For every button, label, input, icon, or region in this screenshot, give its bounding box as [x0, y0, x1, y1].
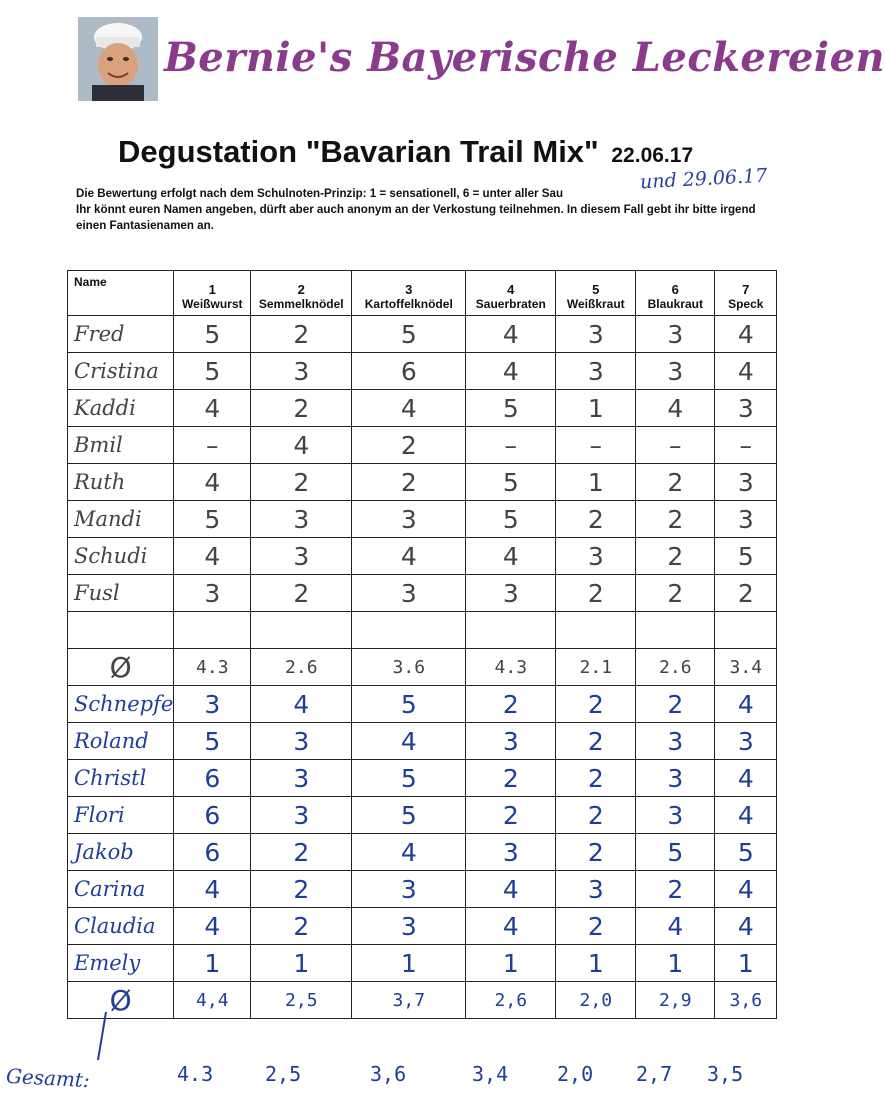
score-cell: –: [636, 427, 715, 464]
table-row: [68, 871, 777, 908]
score-cell: 5: [174, 501, 251, 538]
score-cell: 3: [556, 316, 636, 353]
score-cell: 5: [174, 316, 251, 353]
score-cell: 2: [352, 427, 466, 464]
score-cell: 3: [466, 834, 556, 871]
column-label: Weißkraut: [566, 297, 625, 311]
table-row: [68, 316, 777, 353]
score-cell: 4: [466, 353, 556, 390]
score-cell: –: [174, 427, 251, 464]
taster-name: Mandi: [68, 501, 174, 538]
score-cell: 2: [466, 797, 556, 834]
column-label: Speck: [728, 297, 764, 311]
score-cell: 4: [715, 353, 777, 390]
score-cell: 1: [352, 945, 466, 982]
gesamt-value: 3,4: [472, 1062, 509, 1086]
brand-title: Bernie's Bayerische Leckereien: [164, 34, 885, 81]
score-cell: 2: [466, 760, 556, 797]
score-cell: 5: [352, 316, 466, 353]
score-cell: 5: [352, 760, 466, 797]
column-header: [352, 271, 466, 316]
score-cell: 4: [715, 316, 777, 353]
score-cell: 1: [556, 945, 636, 982]
score-cell: 2: [556, 723, 636, 760]
score-cell: 4: [352, 834, 466, 871]
table-row: [68, 464, 777, 501]
score-cell: 4: [251, 686, 352, 723]
average-cell: 3.6: [352, 649, 466, 686]
score-cell: 4: [352, 723, 466, 760]
table-row: [68, 723, 777, 760]
column-header: [556, 271, 636, 316]
column-number: 1: [208, 282, 216, 297]
empty-cell: [556, 612, 636, 649]
score-cell: 4: [251, 427, 352, 464]
score-cell: 3: [251, 501, 352, 538]
rating-table: [67, 270, 777, 1019]
score-cell: 3: [715, 390, 777, 427]
score-cell: 4: [352, 538, 466, 575]
column-label: Semmelknödel: [258, 297, 344, 311]
taster-name: Schudi: [68, 538, 174, 575]
taster-name: Jakob: [68, 834, 174, 871]
score-cell: 1: [251, 945, 352, 982]
table-row: [68, 834, 777, 871]
name-header: Name: [68, 271, 174, 316]
column-label: Blaukraut: [647, 297, 703, 311]
score-cell: 3: [352, 871, 466, 908]
score-cell: 5: [174, 723, 251, 760]
score-cell: 3: [556, 871, 636, 908]
table-row: [68, 353, 777, 390]
score-cell: 2: [556, 760, 636, 797]
average-cell: 4.3: [466, 649, 556, 686]
score-cell: 2: [251, 908, 352, 945]
column-label: Weißwurst: [182, 297, 243, 311]
score-cell: 2: [636, 464, 715, 501]
score-cell: 6: [352, 353, 466, 390]
score-cell: 3: [715, 723, 777, 760]
column-header: [251, 271, 352, 316]
title-text: Degustation "Bavarian Trail Mix": [118, 134, 599, 169]
taster-name: Flori: [68, 797, 174, 834]
score-cell: –: [466, 427, 556, 464]
score-cell: 5: [466, 501, 556, 538]
score-cell: 6: [174, 797, 251, 834]
score-cell: 4: [466, 871, 556, 908]
score-cell: 5: [174, 353, 251, 390]
score-cell: 3: [466, 575, 556, 612]
average-symbol: Ø: [68, 982, 174, 1019]
gesamt-value: 2,0: [557, 1062, 594, 1086]
score-cell: 3: [251, 723, 352, 760]
score-cell: 3: [636, 760, 715, 797]
title-date: 22.06.17: [611, 144, 694, 167]
score-cell: 2: [352, 464, 466, 501]
score-cell: 2: [636, 538, 715, 575]
score-cell: 1: [636, 945, 715, 982]
score-cell: 3: [636, 316, 715, 353]
score-cell: 3: [636, 797, 715, 834]
column-number: 3: [405, 282, 413, 297]
score-cell: 4: [352, 390, 466, 427]
score-cell: 3: [715, 501, 777, 538]
score-cell: 2: [715, 575, 777, 612]
taster-name: Bmil: [68, 427, 174, 464]
taster-name: Ruth: [68, 464, 174, 501]
column-number: 5: [592, 282, 600, 297]
score-cell: 2: [251, 464, 352, 501]
score-cell: 3: [174, 575, 251, 612]
empty-cell: [174, 612, 251, 649]
taster-name: Roland: [68, 723, 174, 760]
column-header: [715, 271, 777, 316]
score-cell: 3: [636, 723, 715, 760]
empty-cell: [636, 612, 715, 649]
column-header: [466, 271, 556, 316]
score-cell: 3: [251, 760, 352, 797]
gesamt-value: 4.3: [177, 1062, 214, 1086]
score-cell: 3: [556, 538, 636, 575]
taster-name: Cristina: [68, 353, 174, 390]
table-row: [68, 575, 777, 612]
taster-name: Christl: [68, 760, 174, 797]
table-row: [68, 908, 777, 945]
score-cell: 3: [636, 353, 715, 390]
average-cell: 2,6: [466, 982, 556, 1019]
column-number: 7: [742, 282, 750, 297]
score-cell: 2: [556, 797, 636, 834]
score-cell: 5: [715, 538, 777, 575]
score-cell: 2: [556, 575, 636, 612]
score-cell: 1: [715, 945, 777, 982]
score-cell: 5: [466, 464, 556, 501]
page-title: [118, 134, 693, 170]
score-cell: 2: [466, 686, 556, 723]
gesamt-value: 2,5: [265, 1062, 302, 1086]
empty-cell: [715, 612, 777, 649]
empty-cell: [251, 612, 352, 649]
score-cell: 4: [715, 797, 777, 834]
score-cell: 2: [251, 390, 352, 427]
score-cell: 4: [715, 760, 777, 797]
score-cell: 2: [636, 686, 715, 723]
column-number: 4: [507, 282, 515, 297]
average-row: [68, 982, 777, 1019]
table-row: [68, 501, 777, 538]
score-cell: 3: [352, 501, 466, 538]
taster-name: Fusl: [68, 575, 174, 612]
score-cell: 4: [715, 686, 777, 723]
score-cell: 2: [251, 316, 352, 353]
score-cell: 3: [466, 723, 556, 760]
instructions-line-1: Die Bewertung erfolgt nach dem Schulnoten-Prinzip: 1 = sensationell, 6 = unter aller Sau: [76, 187, 564, 200]
score-cell: 2: [636, 575, 715, 612]
average-cell: 4.3: [174, 649, 251, 686]
score-cell: 1: [556, 390, 636, 427]
score-cell: 4: [636, 390, 715, 427]
empty-row: [68, 612, 777, 649]
empty-cell: [352, 612, 466, 649]
table-header-row: [68, 271, 777, 316]
score-cell: 3: [174, 686, 251, 723]
score-cell: 4: [466, 538, 556, 575]
score-cell: 2: [636, 501, 715, 538]
score-cell: 2: [251, 871, 352, 908]
chef-portrait-icon: [78, 17, 158, 101]
column-number: 2: [297, 282, 305, 297]
gesamt-value: 3,5: [707, 1062, 744, 1086]
column-label: Sauerbraten: [475, 297, 546, 311]
score-cell: 3: [352, 908, 466, 945]
score-cell: 3: [556, 353, 636, 390]
score-cell: 1: [174, 945, 251, 982]
score-cell: 3: [251, 538, 352, 575]
average-cell: 2.6: [636, 649, 715, 686]
average-cell: 2,5: [251, 982, 352, 1019]
taster-name: Kaddi: [68, 390, 174, 427]
score-cell: 4: [715, 908, 777, 945]
score-cell: 4: [174, 871, 251, 908]
score-cell: 6: [174, 834, 251, 871]
instructions: [76, 186, 756, 234]
gesamt-value: 2,7: [636, 1062, 673, 1086]
score-cell: 4: [174, 908, 251, 945]
score-cell: 5: [466, 390, 556, 427]
score-cell: 3: [251, 797, 352, 834]
score-cell: 2: [251, 575, 352, 612]
score-cell: 4: [174, 464, 251, 501]
taster-name: Schnepfe: [68, 686, 174, 723]
column-label: Kartoffelknödel: [364, 297, 453, 311]
score-cell: 2: [251, 834, 352, 871]
column-number: 6: [671, 282, 679, 297]
average-cell: 2.1: [556, 649, 636, 686]
score-cell: 6: [174, 760, 251, 797]
column-header: [636, 271, 715, 316]
average-row: [68, 649, 777, 686]
score-cell: 4: [174, 538, 251, 575]
handwritten-date: und 29.06.17: [639, 164, 768, 194]
average-cell: 3,6: [715, 982, 777, 1019]
score-cell: 2: [556, 834, 636, 871]
score-cell: 5: [352, 686, 466, 723]
score-cell: 2: [556, 686, 636, 723]
taster-name: Claudia: [68, 908, 174, 945]
score-cell: 1: [556, 464, 636, 501]
score-cell: 3: [352, 575, 466, 612]
gesamt-label: Gesamt:: [5, 1063, 91, 1093]
instructions-line-2: Ihr könnt euren Namen angeben, dürft aber auch anonym an der Verkostung teilnehmen. In diesem Fall gebt ihr bitte irgend einen Fantasienamen an.: [76, 203, 756, 232]
score-cell: 3: [251, 353, 352, 390]
score-cell: 1: [466, 945, 556, 982]
score-cell: –: [556, 427, 636, 464]
empty-cell: [68, 612, 174, 649]
table-row: [68, 686, 777, 723]
taster-name: Carina: [68, 871, 174, 908]
score-cell: 2: [636, 871, 715, 908]
score-cell: –: [715, 427, 777, 464]
table-row: [68, 538, 777, 575]
table-row: [68, 427, 777, 464]
score-cell: 2: [556, 908, 636, 945]
score-cell: 5: [715, 834, 777, 871]
average-cell: 3.4: [715, 649, 777, 686]
table-row: [68, 760, 777, 797]
score-cell: 5: [352, 797, 466, 834]
score-cell: 3: [715, 464, 777, 501]
empty-cell: [466, 612, 556, 649]
table-row: [68, 945, 777, 982]
gesamt-value: 3,6: [370, 1062, 407, 1086]
average-cell: 3,7: [352, 982, 466, 1019]
average-cell: 4,4: [174, 982, 251, 1019]
average-cell: 2,0: [556, 982, 636, 1019]
column-header: [174, 271, 251, 316]
score-cell: 2: [556, 501, 636, 538]
table-row: [68, 390, 777, 427]
average-cell: 2,9: [636, 982, 715, 1019]
average-cell: 2.6: [251, 649, 352, 686]
score-cell: 4: [466, 316, 556, 353]
score-cell: 4: [466, 908, 556, 945]
arrow-icon: [92, 1010, 112, 1062]
score-cell: 4: [636, 908, 715, 945]
score-cell: 5: [636, 834, 715, 871]
score-cell: 4: [174, 390, 251, 427]
taster-name: Emely: [68, 945, 174, 982]
table-row: [68, 797, 777, 834]
score-cell: 4: [715, 871, 777, 908]
average-symbol: Ø: [68, 649, 174, 686]
taster-name: Fred: [68, 316, 174, 353]
